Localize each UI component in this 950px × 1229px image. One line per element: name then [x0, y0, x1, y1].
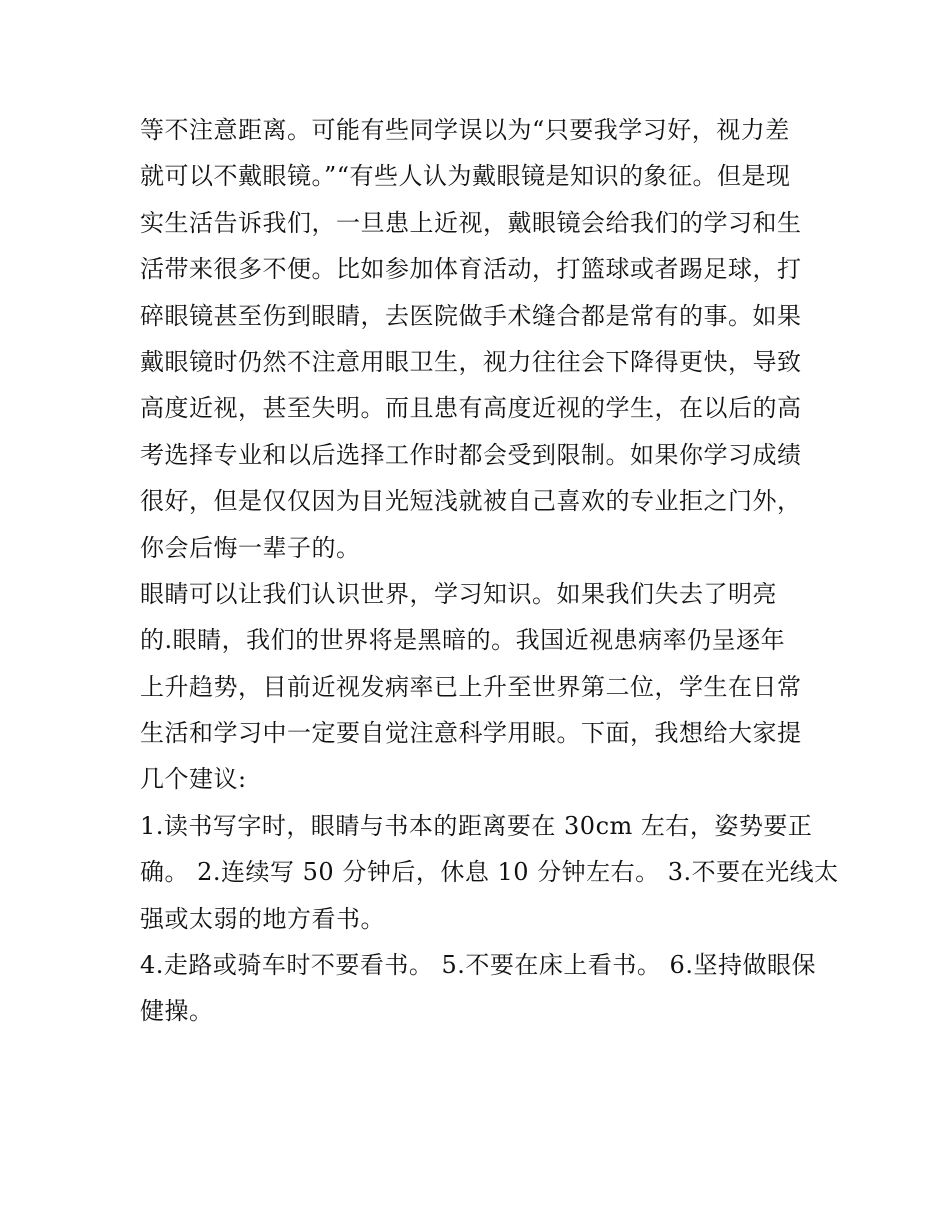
text-line: 戴眼镜时仍然不注意用眼卫生，视力往往会下降得更快，导致: [140, 347, 802, 376]
text-line: 很好，但是仅仅因为目光短浅就被自己喜欢的专业拒之门外，: [140, 487, 802, 516]
text-line: 等不注意距离。可能有些同学误以为“只要我学习好，视力差: [140, 116, 790, 144]
text-line: 碎眼镜甚至伤到眼睛，去医院做手术缝合都是常有的事。如果: [140, 301, 802, 330]
text-line: 就可以不戴眼镜。”“有些人认为戴眼镜是知识的象征。但是现: [140, 162, 791, 191]
text-line: 你会后悔一辈子的。: [140, 533, 361, 562]
body-text: [140, 107, 839, 1035]
text-line: 4.走路或骑车时不要看书。 5.不要在床上看书。 6.坚持做眼保: [140, 951, 816, 980]
text-line: 健操。: [140, 997, 214, 1026]
text-line: 几个建议:: [140, 765, 247, 794]
text-line: 1.读书写字时，眼睛与书本的距离要在 30cm 左右，姿势要正: [140, 811, 813, 840]
text-line: 确。 2.连续写 50 分钟后，休息 10 分钟左右。 3.不要在光线太: [140, 858, 839, 887]
text-line: 的.眼睛，我们的世界将是黑暗的。我国近视患病率仍呈逐年: [140, 626, 786, 655]
text-line: 上升趋势，目前近视发病率已上升至世界第二位，学生在日常: [140, 672, 802, 701]
text-line: 眼睛可以让我们认识世界，学习知识。如果我们失去了明亮: [140, 579, 777, 608]
text-line: 高度近视，甚至失明。而且患有高度近视的学生，在以后的高: [140, 394, 802, 423]
text-line: 考选择专业和以后选择工作时都会受到限制。如果你学习成绩: [140, 440, 802, 469]
text-line: 强或太弱的地方看书。: [140, 904, 385, 933]
text-line: 生活和学习中一定要自觉注意科学用眼。下面，我想给大家提: [140, 719, 802, 748]
text-line: 活带来很多不便。比如参加体育活动，打篮球或者踢足球，打: [140, 255, 802, 284]
text-line: 实生活告诉我们，一旦患上近视，戴眼镜会给我们的学习和生: [140, 208, 802, 237]
